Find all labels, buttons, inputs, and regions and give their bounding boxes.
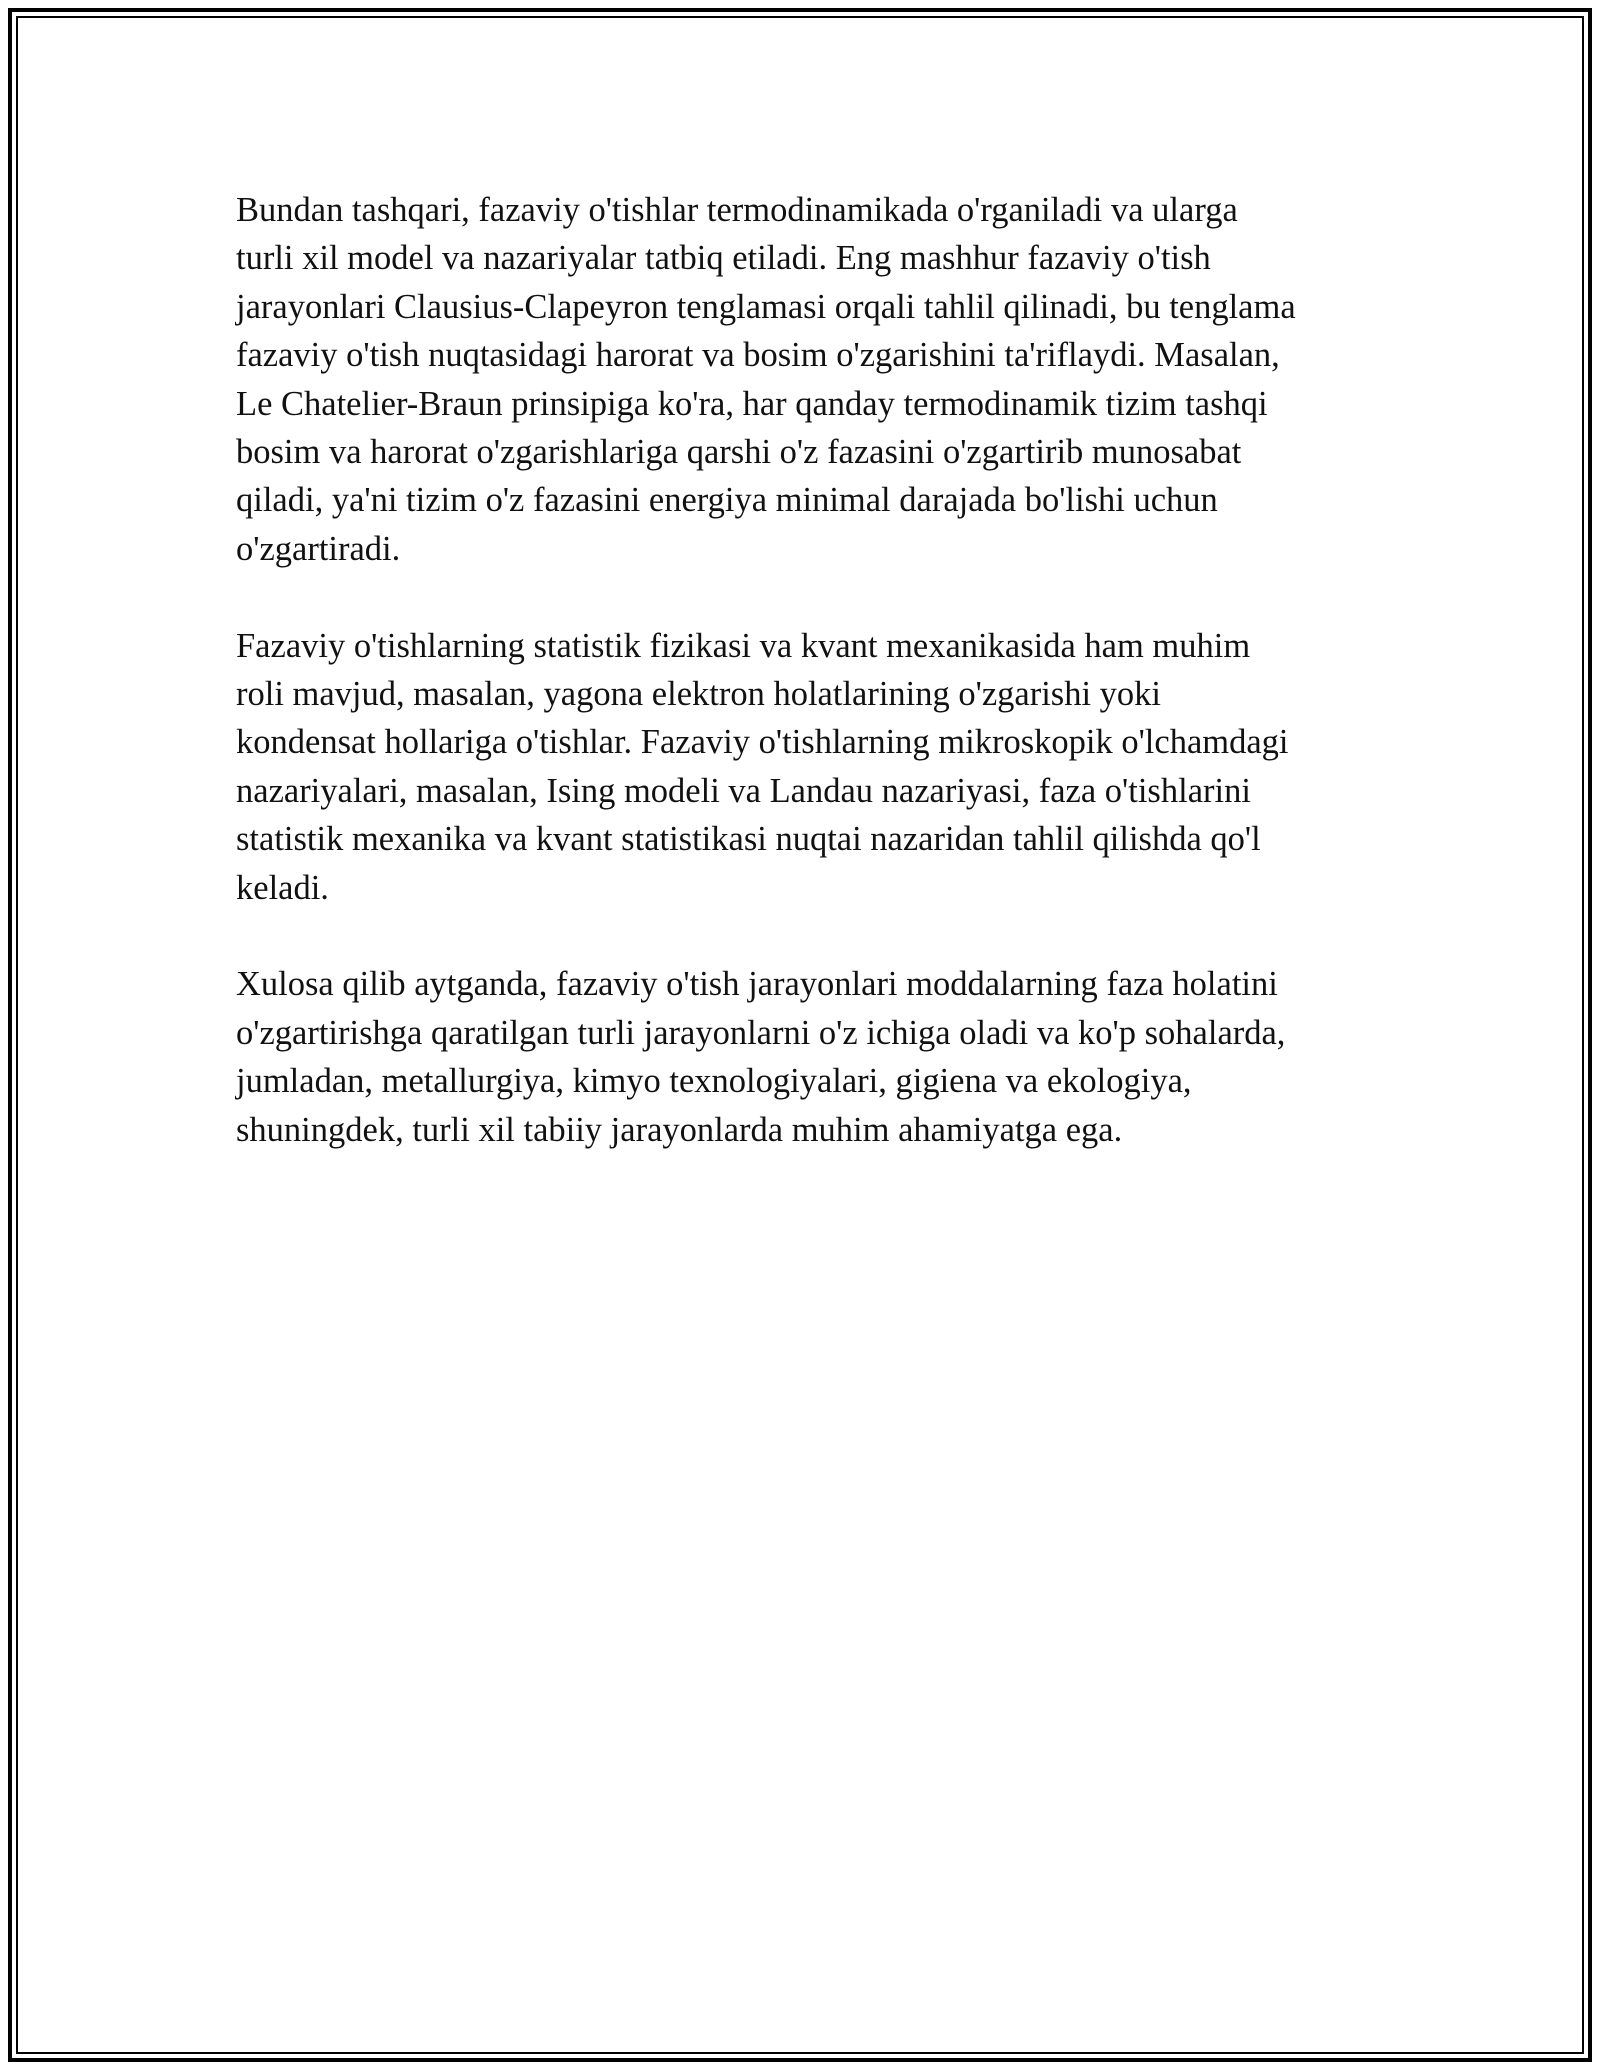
paragraph-2 [236,622,1386,912]
text-line: roli mavjud, masalan, yagona elektron holatlarining o'zgarishi yoki [236,675,1162,714]
paragraph-3 [236,960,1386,1154]
text-line: nazariyalari, masalan, Ising modeli va Landau nazariyasi, faza o'tishlarini [236,771,1251,810]
text-line: o'zgartirishga qaratilgan turli jarayonlarni o'z ichiga oladi va ko'p sohalarda, [236,1013,1286,1052]
text-line: Le Chatelier-Braun prinsipiga ko'ra, har qanday termodinamik tizim tashqi [236,384,1268,423]
text-line: kondensat hollariga o'tishlar. Fazaviy o'tishlarning mikroskopik o'lchamdagi [236,723,1289,762]
text-line: Fazaviy o'tishlarning statistik fizikasi va kvant mexanikasida ham muhim [236,626,1251,665]
text-line: statistik mexanika va kvant statistikasi nuqtai nazaridan tahlil qilishda qo'l [236,820,1261,859]
text-line: jumladan, metallurgiya, kimyo texnologiyalari, gigiena va ekologiya, [236,1062,1192,1101]
text-line: turli xil model va nazariyalar tatbiq etiladi. Eng mashhur fazaviy o'tish [236,239,1211,278]
text-line: bosim va harorat o'zgarishlariga qarshi o'z fazasini o'zgartirib munosabat [236,433,1242,472]
text-line: jarayonlari Clausius-Clapeyron tenglamasi orqali tahlil qilinadi, bu tenglama [236,287,1296,326]
text-line: Bundan tashqari, fazaviy o'tishlar termodinamikada o'rganiladi va ularga [236,191,1238,229]
document-body [236,186,1386,1202]
text-line: qiladi, ya'ni tizim o'z fazasini energiya minimal darajada bo'lishi uchun [236,481,1218,520]
text-line: Xulosa qilib aytganda, fazaviy o'tish jarayonlari moddalarning faza holatini [236,965,1278,1004]
text-line: fazaviy o'tish nuqtasidagi harorat va bosim o'zgarishini ta'riflaydi. Masalan, [236,336,1280,375]
text-line: keladi. [236,868,329,907]
text-line: o'zgartiradi. [236,529,401,568]
paragraph-1 [236,186,1386,573]
text-line: shuningdek, turli xil tabiiy jarayonlarda muhim ahamiyatga ega. [236,1110,1123,1149]
